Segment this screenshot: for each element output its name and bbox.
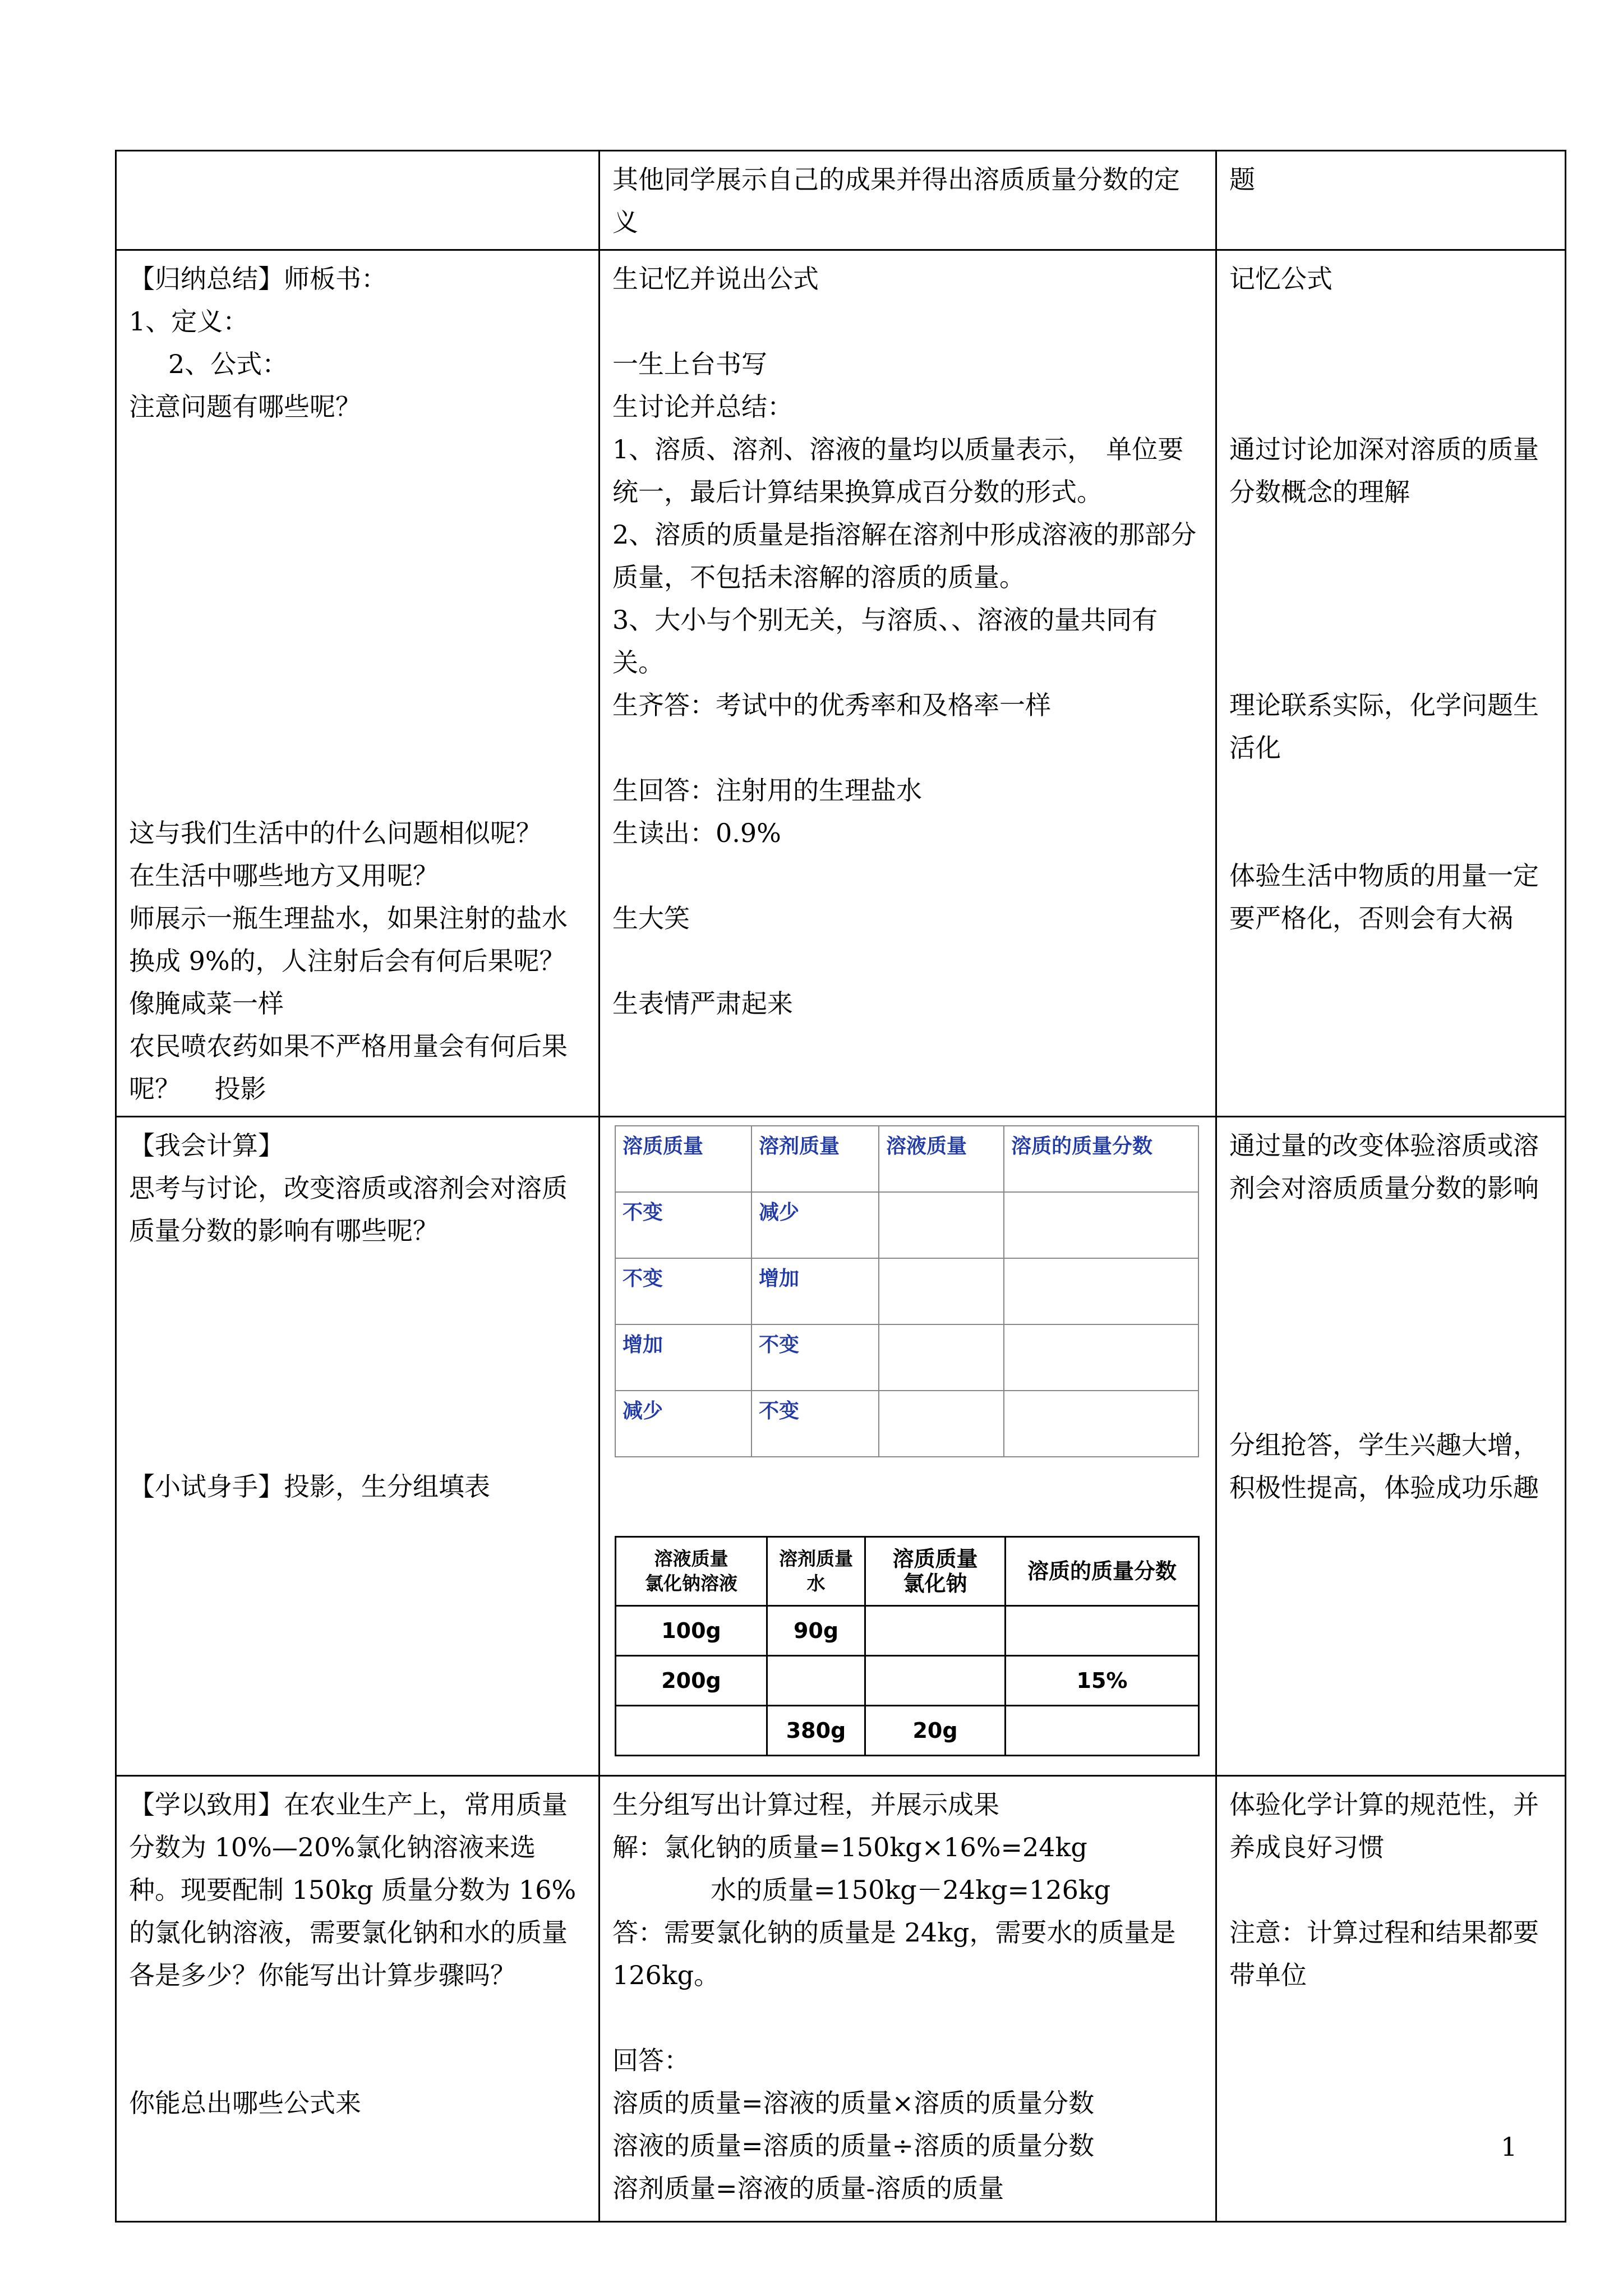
cell bbox=[116, 1117, 600, 1776]
text-line: 生回答：注射用的生理盐水 bbox=[612, 775, 922, 806]
table-header-row bbox=[616, 1537, 1199, 1606]
table-row bbox=[116, 151, 1566, 250]
table-cell bbox=[1004, 1192, 1198, 1258]
text-line: 生齐答：考试中的优秀率和及格率一样 bbox=[612, 690, 1051, 720]
text-line: 注意问题有哪些呢？ bbox=[129, 392, 361, 422]
text-line: 【归纳总结】师板书： bbox=[129, 264, 387, 294]
text-line: 2、溶质的质量是指溶解在溶剂中形成溶液的那部分质量，不包括未溶解的溶质的质量。 bbox=[612, 519, 1197, 592]
text-line: 体验化学计算的规范性，并养成良好习惯 bbox=[1229, 1789, 1539, 1862]
text-line: 1、定义： bbox=[129, 306, 249, 337]
cell bbox=[1216, 1117, 1566, 1776]
table-cell bbox=[879, 1258, 1004, 1324]
header-line: 溶质的质量分数 bbox=[1027, 1559, 1177, 1584]
table-row bbox=[616, 1706, 1199, 1756]
table-cell bbox=[767, 1656, 865, 1706]
cell bbox=[600, 1776, 1216, 2222]
table-cell: 增加 bbox=[615, 1324, 751, 1391]
text-line: 分组抢答，学生兴趣大增，积极性提高，体验成功乐趣 bbox=[1229, 1430, 1539, 1503]
header-line: 水 bbox=[806, 1572, 826, 1594]
table-cell: 100g bbox=[616, 1606, 767, 1656]
cell bbox=[116, 250, 600, 1117]
table-cell: 380g bbox=[767, 1706, 865, 1756]
page-number: 1 bbox=[1501, 2132, 1518, 2162]
change-effect-table bbox=[615, 1125, 1199, 1457]
table-row bbox=[615, 1258, 1198, 1324]
text-line: 回答： bbox=[612, 2045, 690, 2076]
header-line: 溶剂质量 bbox=[779, 1548, 853, 1570]
text-line: 思考与讨论，改变溶质或溶剂会对溶质质量分数的影响有哪些呢？ bbox=[129, 1173, 568, 1246]
text-line: 题 bbox=[1229, 164, 1255, 195]
header-line: 溶液质量 bbox=[654, 1548, 728, 1570]
table-cell: 20g bbox=[865, 1706, 1006, 1756]
table-cell bbox=[879, 1192, 1004, 1258]
table-cell: 200g bbox=[616, 1656, 767, 1706]
header-cell: 溶质质量 bbox=[615, 1126, 751, 1192]
text-line: 一生上台书写 bbox=[612, 349, 767, 379]
table-row bbox=[116, 1117, 1566, 1776]
table-row bbox=[615, 1192, 1198, 1258]
text-line: 师展示一瓶生理盐水，如果注射的盐水换成 9%的，人注射后会有何后果呢？像腌咸菜一样 bbox=[129, 903, 568, 1019]
table-cell: 15% bbox=[1006, 1656, 1199, 1706]
table-cell bbox=[1004, 1324, 1198, 1391]
text-line: 你能总出哪些公式来 bbox=[129, 2088, 361, 2118]
text-line: 理论联系实际，化学问题生活化 bbox=[1229, 690, 1539, 763]
text-line: 溶剂质量=溶液的质量-溶质的质量 bbox=[612, 2173, 1004, 2203]
table-row bbox=[116, 1776, 1566, 2222]
table-cell bbox=[1004, 1391, 1198, 1457]
cell bbox=[1216, 250, 1566, 1117]
text-line: 生读出：0.9% bbox=[612, 818, 781, 848]
text-line: 2、公式： bbox=[168, 349, 288, 379]
text-line: 【我会计算】 bbox=[129, 1130, 284, 1161]
text-line: 通过量的改变体验溶质或溶剂会对溶质质量分数的影响 bbox=[1229, 1130, 1539, 1203]
text-line: 记忆公式 bbox=[1229, 264, 1332, 294]
text-line: 生表情严肃起来 bbox=[612, 988, 793, 1019]
table-cell: 减少 bbox=[751, 1192, 879, 1258]
table-cell: 90g bbox=[767, 1606, 865, 1656]
cell bbox=[1216, 151, 1566, 250]
table-row bbox=[615, 1391, 1198, 1457]
cell bbox=[116, 151, 600, 250]
text-line: 农民喷农药如果不严格用量会有何后果呢？ 投影 bbox=[129, 1031, 568, 1104]
header-cell bbox=[1006, 1537, 1199, 1606]
header-cell: 溶液质量 bbox=[879, 1126, 1004, 1192]
text-line: 注意：计算过程和结果都要带单位 bbox=[1229, 1917, 1539, 1990]
cell bbox=[600, 151, 1216, 250]
text-line: 通过讨论加深对溶质的质量分数概念的理解 bbox=[1229, 434, 1539, 507]
table-row bbox=[615, 1324, 1198, 1391]
header-cell bbox=[767, 1537, 865, 1606]
text-line: 1、溶质、溶剂、溶液的量均以质量表示， 单位要统一，最后计算结果换算成百分数的形式。 bbox=[612, 434, 1184, 507]
text-line: 生分组写出计算过程，并展示成果 bbox=[612, 1789, 999, 1820]
table-cell: 不变 bbox=[751, 1391, 879, 1457]
table-row bbox=[116, 250, 1566, 1117]
text-line: 在生活中哪些地方又用呢？ bbox=[129, 861, 439, 891]
text-line: 【学以致用】在农业生产上，常用质量分数为 10%—20%氯化钠溶液来选种。现要配制 150kg 质量分数为 16%的氯化钠溶液，需要氯化钠和水的质量各是多少？你能写出计算步骤吗？ bbox=[129, 1789, 577, 1990]
text-line: 解：氯化钠的质量=150kg×16%=24kg bbox=[612, 1832, 1087, 1862]
text-line: 答：需要氯化钠的质量是 24kg，需要水的质量是 126kg。 bbox=[612, 1917, 1184, 1990]
header-cell: 溶剂质量 bbox=[751, 1126, 879, 1192]
text-line: 生大笑 bbox=[612, 903, 690, 933]
table-cell: 减少 bbox=[615, 1391, 751, 1457]
table-cell bbox=[879, 1391, 1004, 1457]
header-cell: 溶质的质量分数 bbox=[1004, 1126, 1198, 1192]
text-line: 体验生活中物质的用量一定要严格化，否则会有大祸 bbox=[1229, 861, 1539, 933]
table-cell: 不变 bbox=[751, 1324, 879, 1391]
table-cell: 增加 bbox=[751, 1258, 879, 1324]
cell bbox=[116, 1776, 600, 2222]
cell bbox=[600, 1117, 1216, 1776]
table-cell bbox=[865, 1606, 1006, 1656]
text-line: 其他同学展示自己的成果并得出溶质质量分数的定义 bbox=[612, 164, 1180, 237]
table-header-row bbox=[615, 1126, 1198, 1192]
table-cell bbox=[616, 1706, 767, 1756]
header-cell bbox=[616, 1537, 767, 1606]
text-line: 3、大小与个别无关，与溶质、、溶液的量共同有关。 bbox=[612, 605, 1158, 678]
text-line: 【小试身手】投影，生分组填表 bbox=[129, 1471, 490, 1502]
text-line: 水的质量=150kg－24kg=126kg bbox=[711, 1875, 1111, 1905]
text-line: 溶质的质量=溶液的质量×溶质的质量分数 bbox=[612, 2088, 1095, 2118]
table-cell bbox=[1006, 1606, 1199, 1656]
text-line: 生记忆并说出公式 bbox=[612, 264, 819, 294]
table-cell: 不变 bbox=[615, 1192, 751, 1258]
header-cell bbox=[865, 1537, 1006, 1606]
table-cell bbox=[879, 1324, 1004, 1391]
text-line: 溶液的质量=溶质的质量÷溶质的质量分数 bbox=[612, 2131, 1095, 2161]
cell bbox=[600, 250, 1216, 1117]
header-line: 氯化钠 bbox=[903, 1571, 967, 1596]
header-line: 溶质质量 bbox=[892, 1547, 978, 1571]
table-row bbox=[616, 1656, 1199, 1706]
table-cell bbox=[1004, 1258, 1198, 1324]
table-cell bbox=[865, 1656, 1006, 1706]
table-cell: 不变 bbox=[615, 1258, 751, 1324]
table-cell bbox=[1006, 1706, 1199, 1756]
text-line: 生讨论并总结： bbox=[612, 392, 793, 422]
header-line: 氯化钠溶液 bbox=[645, 1572, 737, 1594]
text-line: 这与我们生活中的什么问题相似呢？ bbox=[129, 818, 542, 848]
calculation-table bbox=[615, 1536, 1200, 1756]
table-row bbox=[616, 1606, 1199, 1656]
lesson-plan-table bbox=[115, 150, 1566, 2223]
